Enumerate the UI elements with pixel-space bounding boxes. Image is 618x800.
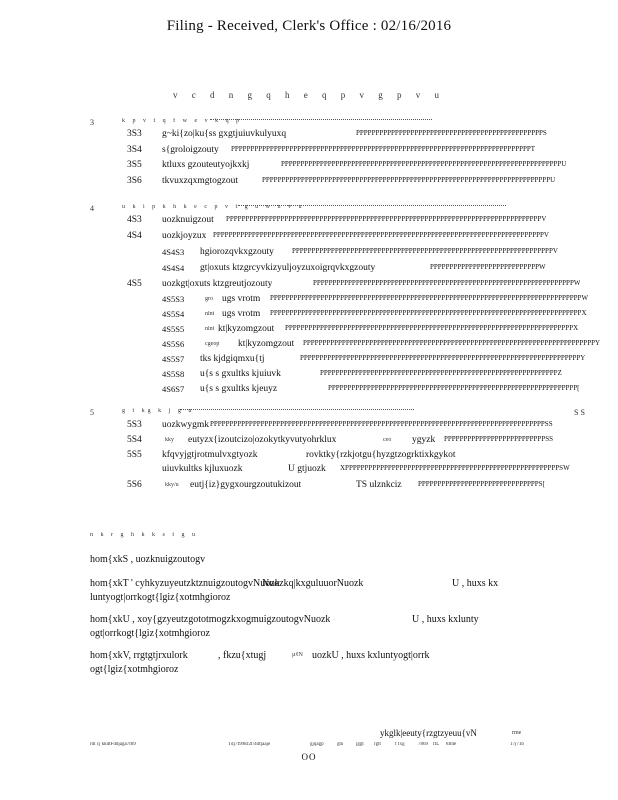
footer-right-tag: rme	[512, 730, 522, 736]
entry-1-3-number: 3S5	[127, 160, 142, 170]
entry-2-10-title[interactable]: tks kjdgiqmxu{tj	[200, 354, 265, 364]
entry-2-4-number: 4S4S4	[162, 263, 185, 273]
figure-4-tag: µ¢N	[292, 652, 303, 658]
entry-2-2-title[interactable]: uozkjoyzux	[162, 231, 207, 241]
entry-3-4-title[interactable]: eutj{iz}gygxourgzoutukizout	[190, 480, 302, 490]
entry-1-4-title[interactable]: tkvuxzqxmgtogzout	[162, 176, 238, 186]
entry-3-2-mid2: ygyzk	[412, 435, 436, 445]
footer-col-1: gjqagp	[310, 742, 324, 747]
entry-3-3-number: 5S5	[127, 450, 142, 460]
page-number: OO	[301, 752, 317, 762]
entry-2-3-title[interactable]: hgiorozqvkxgzouty	[200, 247, 274, 257]
entry-3-4-number: 5S6	[127, 480, 142, 490]
entry-3-1-title[interactable]: uozkwygmk	[162, 420, 209, 430]
entry-2-2-leader: PPPPPPPPPPPPPPPPPPPPPPPPPPPPPPPPPPPPPPPPPPPPPPPPPPPPPPPPPPPPPPPPPPPPPPPPPPPPPPPPPPPPPV	[213, 231, 549, 239]
footer-col-2: gtu	[337, 742, 344, 747]
entry-2-10-leader: PPPPPPPPPPPPPPPPPPPPPPPPPPPPPPPPPPPPPPPPPPPPPPPPPPPPPPPPPPPPPPPPPPPPPPPPY	[300, 354, 586, 362]
entry-2-4-title[interactable]: gt|oxuts ktzgrcyvkizyuljoyzuxoigrqvkxgzouty	[200, 263, 376, 273]
entry-2-5-title[interactable]: uozkgt|oxuts ktzgreutjozouty	[162, 279, 273, 289]
entry-2-5-leader: PPPPPPPPPPPPPPPPPPPPPPPPPPPPPPPPPPPPPPPPPPPPPPPPPPPPPPPPPPPPPPPPPPPW	[313, 279, 581, 287]
entry-3-4-mid: TS ulznkciz	[356, 480, 402, 490]
entry-1-1-title[interactable]: g~ki{zo|ku{ss gxgtjuiuvkulyuxq	[162, 129, 287, 139]
entry-1-4-leader: PPPPPPPPPPPPPPPPPPPPPPPPPPPPPPPPPPPPPPPPPPPPPPPPPPPPPPPPPPPPPPPPPPPPPPPPPPU	[262, 176, 556, 184]
figure-4-extra1: , fkzu{xtugj	[218, 650, 267, 661]
footer-col-6: 7869	[418, 742, 428, 747]
entry-3-4-leader: PPPPPPPPPPPPPPPPPPPPPPPPPPPPPPPS[	[418, 480, 545, 488]
entry-2-12-leader: PPPPPPPPPPPPPPPPPPPPPPPPPPPPPPPPPPPPPPPPPPPPPPPPPPPPPPPPPPPPPPPP[	[328, 384, 580, 392]
entry-2-8-number: 4S5S5	[162, 324, 185, 334]
figure-1-line[interactable]: hom{xkS , uozknuigzoutogv	[90, 554, 206, 565]
section-2-number: 4	[90, 204, 94, 213]
figure-4-line1[interactable]: hom{xkV, rrgtgtjrxulork	[90, 650, 188, 661]
section-1-title: k p v t q f w e v k q p	[122, 118, 243, 124]
footer-col-8: 8lfde	[446, 742, 457, 747]
footer-col-4: rgtt	[374, 742, 381, 747]
footer-right-note: ykglk|eeuty{rzgtzyeuu{vN	[380, 728, 477, 738]
entry-1-1-number: 3S3	[127, 129, 142, 139]
entry-3-3-continued-title[interactable]: uiuvkultks kjluxuozk	[162, 464, 243, 474]
entry-2-12-title[interactable]: u{s s gxultks kjeuyz	[200, 384, 278, 394]
figure-3-line1[interactable]: hom{xkU , xoy{gzyeutzgototmogzkxogmuigzoutogvNuozk	[90, 614, 331, 625]
figure-3-extra2: U , huxs kxlunty	[412, 614, 479, 625]
entry-3-3-mid: rovktky{rzkjotgu{hyzgtzogrktixkgykot	[306, 450, 456, 460]
entry-2-8-tag: nlnt	[205, 326, 215, 332]
entry-2-12-number: 4S6S7	[162, 384, 185, 394]
entry-2-9-leader: PPPPPPPPPPPPPPPPPPPPPPPPPPPPPPPPPPPPPPPPPPPPPPPPPPPPPPPPPPPPPPPPPPPPPPPPPPPY	[303, 339, 601, 347]
entry-3-2-leader: PPPPPPPPPPPPPPPPPPPPPPPPPPSS	[444, 435, 554, 443]
entry-3-2-title[interactable]: eutyzx{izoutcizo|ozokytkyvutyohrklux	[188, 435, 337, 445]
section-2-title: u k i p k h k e c p v t g u w n v u	[122, 204, 305, 210]
entry-2-7-number: 4S5S4	[162, 309, 185, 319]
entry-3-2-tag: kky	[165, 437, 174, 443]
appendix-title: n k r g h k k s t g u	[90, 532, 198, 538]
figure-4-line2: ogt{lgiz{xotmhgioroz	[90, 664, 179, 675]
figure-3-line2: ogt|orrkogt{lgiz{xotmhgioroz	[90, 628, 210, 639]
section-1-number: 3	[90, 118, 94, 127]
entry-2-11-title[interactable]: u{s s gxultks kjuiuvk	[200, 369, 281, 379]
footer-left-code: rdl cj kkdtFddjaga7f89	[90, 742, 136, 747]
entry-2-7-leader: PPPPPPPPPPPPPPPPPPPPPPPPPPPPPPPPPPPPPPPPPPPPPPPPPPPPPPPPPPPPPPPPPPPPPPPPPPPPPPPPX	[270, 309, 587, 317]
entry-1-2-title[interactable]: s{groloigzouty	[162, 145, 219, 155]
entry-2-8-title[interactable]: kt|kyzomgzout	[218, 324, 275, 334]
figure-2-line2: luntyogt|orrkogt{lgiz{xotmhgioroz	[90, 592, 231, 603]
entry-3-3-title[interactable]: kfqvyjgtjrotmulvxgtyozk	[162, 450, 258, 460]
entry-2-1-title[interactable]: uozknuigzout	[162, 215, 214, 225]
entry-2-10-number: 4S5S7	[162, 354, 185, 364]
entry-3-4-tag: kky/u	[165, 482, 179, 488]
entry-2-8-leader: PPPPPPPPPPPPPPPPPPPPPPPPPPPPPPPPPPPPPPPPPPPPPPPPPPPPPPPPPPPPPPPPPPPPPPPPPPX	[285, 324, 579, 332]
entry-2-6-title[interactable]: ugs vrotm	[222, 294, 261, 304]
section-3-page: S S	[574, 408, 585, 417]
section-2-leader	[238, 205, 506, 212]
entry-1-3-leader: PPPPPPPPPPPPPPPPPPPPPPPPPPPPPPPPPPPPPPPPPPPPPPPPPPPPPPPPPPPPPPPPPPPPPPPPU	[281, 160, 567, 168]
entry-2-7-title[interactable]: ugs vrotm	[222, 309, 261, 319]
entry-2-4-leader: PPPPPPPPPPPPPPPPPPPPPPPPPPPPW	[430, 263, 546, 271]
entry-2-1-number: 4S3	[127, 215, 142, 225]
entry-2-5-number: 4S5	[127, 279, 142, 289]
entry-2-7-tag: nlnt	[205, 311, 215, 317]
entry-2-11-number: 4S5S8	[162, 369, 185, 379]
entry-2-9-tag: cgeop	[205, 341, 220, 347]
figure-2-extra1: Nuozkq|kxguluuorNuozk	[262, 578, 364, 589]
entry-2-3-leader: PPPPPPPPPPPPPPPPPPPPPPPPPPPPPPPPPPPPPPPPPPPPPPPPPPPPPPPPPPPPPPPPPPPV	[292, 247, 558, 255]
filing-header: Filing - Received, Clerk's Office : 02/16/2016	[166, 18, 452, 34]
entry-2-1-leader: PPPPPPPPPPPPPPPPPPPPPPPPPPPPPPPPPPPPPPPPPPPPPPPPPPPPPPPPPPPPPPPPPPPPPPPPPPPPPPPPPV	[226, 215, 547, 223]
entry-2-6-leader: PPPPPPPPPPPPPPPPPPPPPPPPPPPPPPPPPPPPPPPPPPPPPPPPPPPPPPPPPPPPPPPPPPPPPPPPPPPPPPPPW	[270, 294, 589, 302]
section-3-number: 5	[90, 408, 94, 417]
footer-col-3: jggt	[356, 742, 364, 747]
entry-1-2-leader: PPPPPPPPPPPPPPPPPPPPPPPPPPPPPPPPPPPPPPPPPPPPPPPPPPPPPPPPPPPPPPPPPPPPPPPPPPPPPT	[231, 145, 536, 153]
entry-3-2-mid: ceo	[383, 437, 392, 443]
figure-2-extra2: U , huxs kx	[452, 578, 499, 589]
entry-2-3-number: 4S4S3	[162, 247, 185, 257]
entry-2-9-title[interactable]: kt|kyzomgzout	[238, 339, 295, 349]
entry-3-3-continued-leader: XPPPPPPPPPPPPPPPPPPPPPPPPPPPPPPPPPPPPPPPPPPPPPPPPPPPPPPPSW	[340, 464, 570, 472]
footer-col-5: f fxg	[395, 742, 405, 747]
section-1-leader	[210, 119, 432, 126]
entry-1-1-leader: PPPPPPPPPPPPPPPPPPPPPPPPPPPPPPPPPPPPPPPPPPPPPPPPS	[356, 129, 547, 137]
section-3-title: g t kg k j g u	[122, 408, 195, 414]
entry-1-2-number: 3S4	[127, 145, 142, 155]
section-3-leader	[180, 409, 414, 416]
footer-col-7: ffL	[433, 742, 440, 747]
figure-4-extra2: uozkU , huxs kxluntyogt|orrk	[312, 650, 430, 661]
figure-2-line1[interactable]: hom{xkT ' cyhkyzuyeutzktznuigzoutogvNuozk	[90, 578, 280, 589]
footer-col-9: 17j71b	[510, 742, 524, 747]
entry-1-3-title[interactable]: ktluxs gzouteutyojkxkj	[162, 160, 250, 170]
entry-2-9-number: 4S5S6	[162, 339, 185, 349]
entry-3-3-continued-mid: U gtjuozk	[288, 464, 326, 474]
entry-2-11-leader: PPPPPPPPPPPPPPPPPPPPPPPPPPPPPPPPPPPPPPPPPPPPPPPPPPPPPPPPPPPPPZ	[320, 369, 562, 377]
entry-2-6-tag: gro	[205, 296, 213, 302]
entry-1-4-number: 3S6	[127, 176, 142, 186]
footer-mid-code: Tdj7f998J2f/4dfjaaje	[228, 742, 271, 747]
entry-3-1-leader: PPPPPPPPPPPPPPPPPPPPPPPPPPPPPPPPPPPPPPPPPPPPPPPPPPPPPPPPPPPPPPPPPPPPPPPPPPPPPPPPPPPPPPSS	[210, 420, 553, 428]
entry-3-1-number: 5S3	[127, 420, 142, 430]
entry-3-2-number: 5S4	[127, 435, 142, 445]
toc-title: v c d n g q h e q p v g p v u	[173, 90, 445, 100]
entry-2-2-number: 4S4	[127, 231, 142, 241]
entry-2-6-number: 4S5S3	[162, 294, 185, 304]
